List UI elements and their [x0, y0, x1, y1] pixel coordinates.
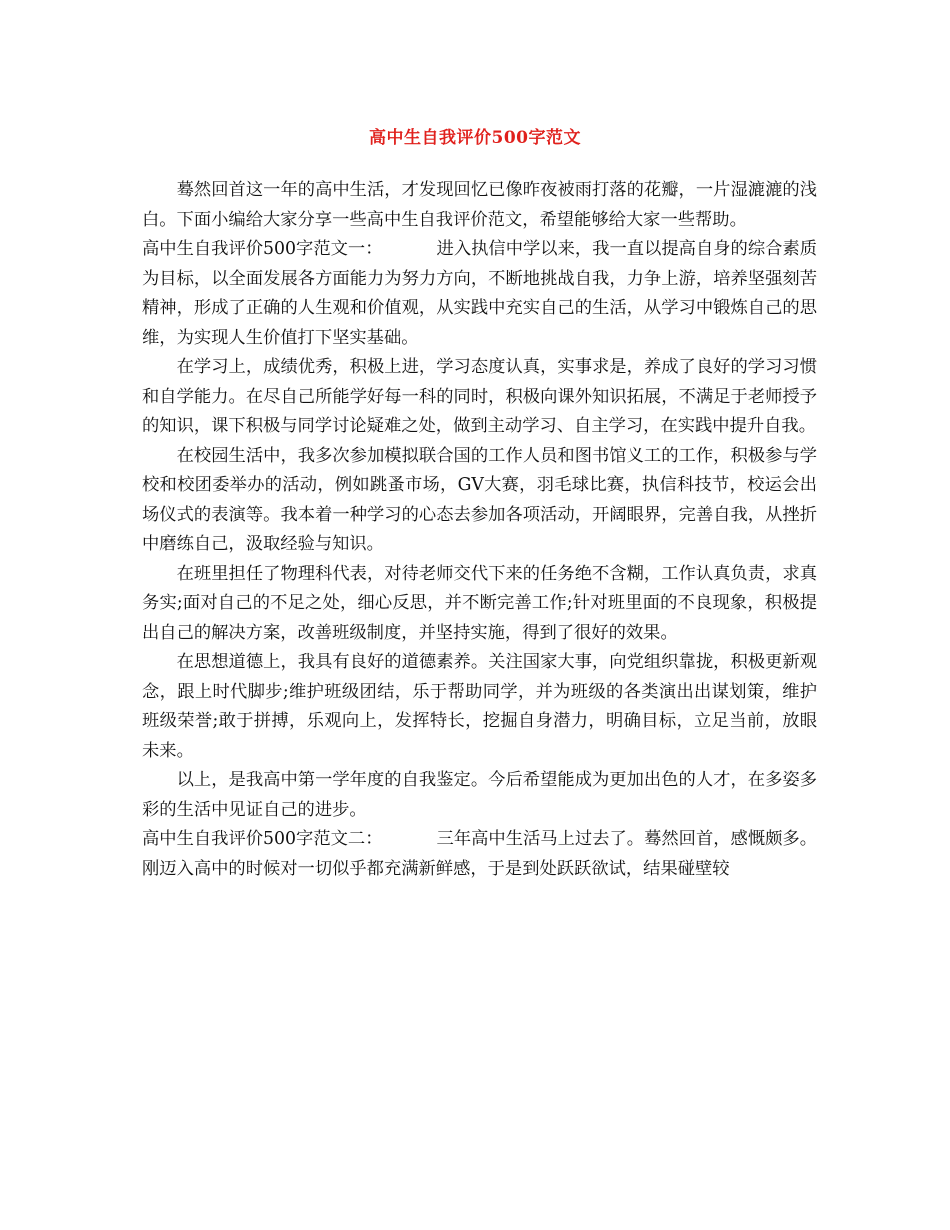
essay-two-opening-text: 三年高中生活马上过去了。蓦然回首，感慨颇多。刚迈入高中的时候对一切似乎都充满新鲜感，于是到处跃跃欲试，结果碰壁较 [142, 829, 817, 879]
intro-paragraph: 蓦然回首这一年的高中生活，才发现回忆已像昨夜被雨打落的花瓣，一片湿漉漉的浅白。下面小编给大家分享一些高中生自我评价范文，希望能够给大家一些帮助。 [142, 180, 817, 230]
essay-one-paragraph-class: 在班里担任了物理科代表，对待老师交代下来的任务绝不含糊，工作认真负责，求真务实;面对自己的不足之处，细心反思，并不断完善工作;针对班里面的不良现象，积极提出自己的解决方案，改善班级制度，并坚持实施，得到了很好的效果。 [142, 563, 817, 643]
essay-one-paragraph-study: 在学习上，成绩优秀，积极上进，学习态度认真，实事求是，养成了良好的学习习惯和自学能力。在尽自己所能学好每一科的同时，积极向课外知识拓展，不满足于老师授予的知识，课下积极与同学讨论疑难之处，做到主动学习、自主学习，在实践中提升自我。 [142, 357, 817, 436]
essay-two-heading: 高中生自我评价500字范文二： [142, 829, 383, 849]
essay-one-opening-text: 进入执信中学以来，我一直以提高自身的综合素质为目标，以全面发展各方面能力为努力方向，不断地挑战自我，力争上游，培养坚强刻苦精神，形成了正确的人生观和价值观，从实践中充实自己的生活，从学习中锻炼自己的思维，为实现人生价值打下坚实基础。 [142, 239, 817, 348]
document-body [142, 176, 817, 884]
essay-one-first-paragraph [142, 235, 817, 353]
essay-one-heading: 高中生自我评价500字范文一： [142, 239, 383, 259]
essay-one-paragraph-summary: 以上，是我高中第一学年度的自我鉴定。今后希望能成为更加出色的人才，在多姿多彩的生活中见证自己的进步。 [142, 770, 817, 820]
document-title: 高中生自我评价500字范文 [369, 128, 581, 148]
essay-one-paragraph-campus: 在校园生活中，我多次参加模拟联合国的工作人员和图书馆义工的工作，积极参与学校和校团委举办的活动，例如跳蚤市场，GV大赛，羽毛球比赛，执信科技节，校运会出场仪式的表演等。我本着一种学习的心态去参加各项活动，开阔眼界，完善自我，从挫折中磨练自己，汲取经验与知识。 [142, 445, 817, 554]
essay-one-paragraph-morality: 在思想道德上，我具有良好的道德素养。关注国家大事，向党组织靠拢，积极更新观念，跟上时代脚步;维护班级团结，乐于帮助同学，并为班级的各类演出出谋划策，维护班级荣誉;敢于拼搏，乐观向上，发挥特长，挖掘自身潜力，明确目标，立足当前，放眼未来。 [142, 652, 817, 761]
essay-two-first-paragraph [142, 825, 817, 884]
